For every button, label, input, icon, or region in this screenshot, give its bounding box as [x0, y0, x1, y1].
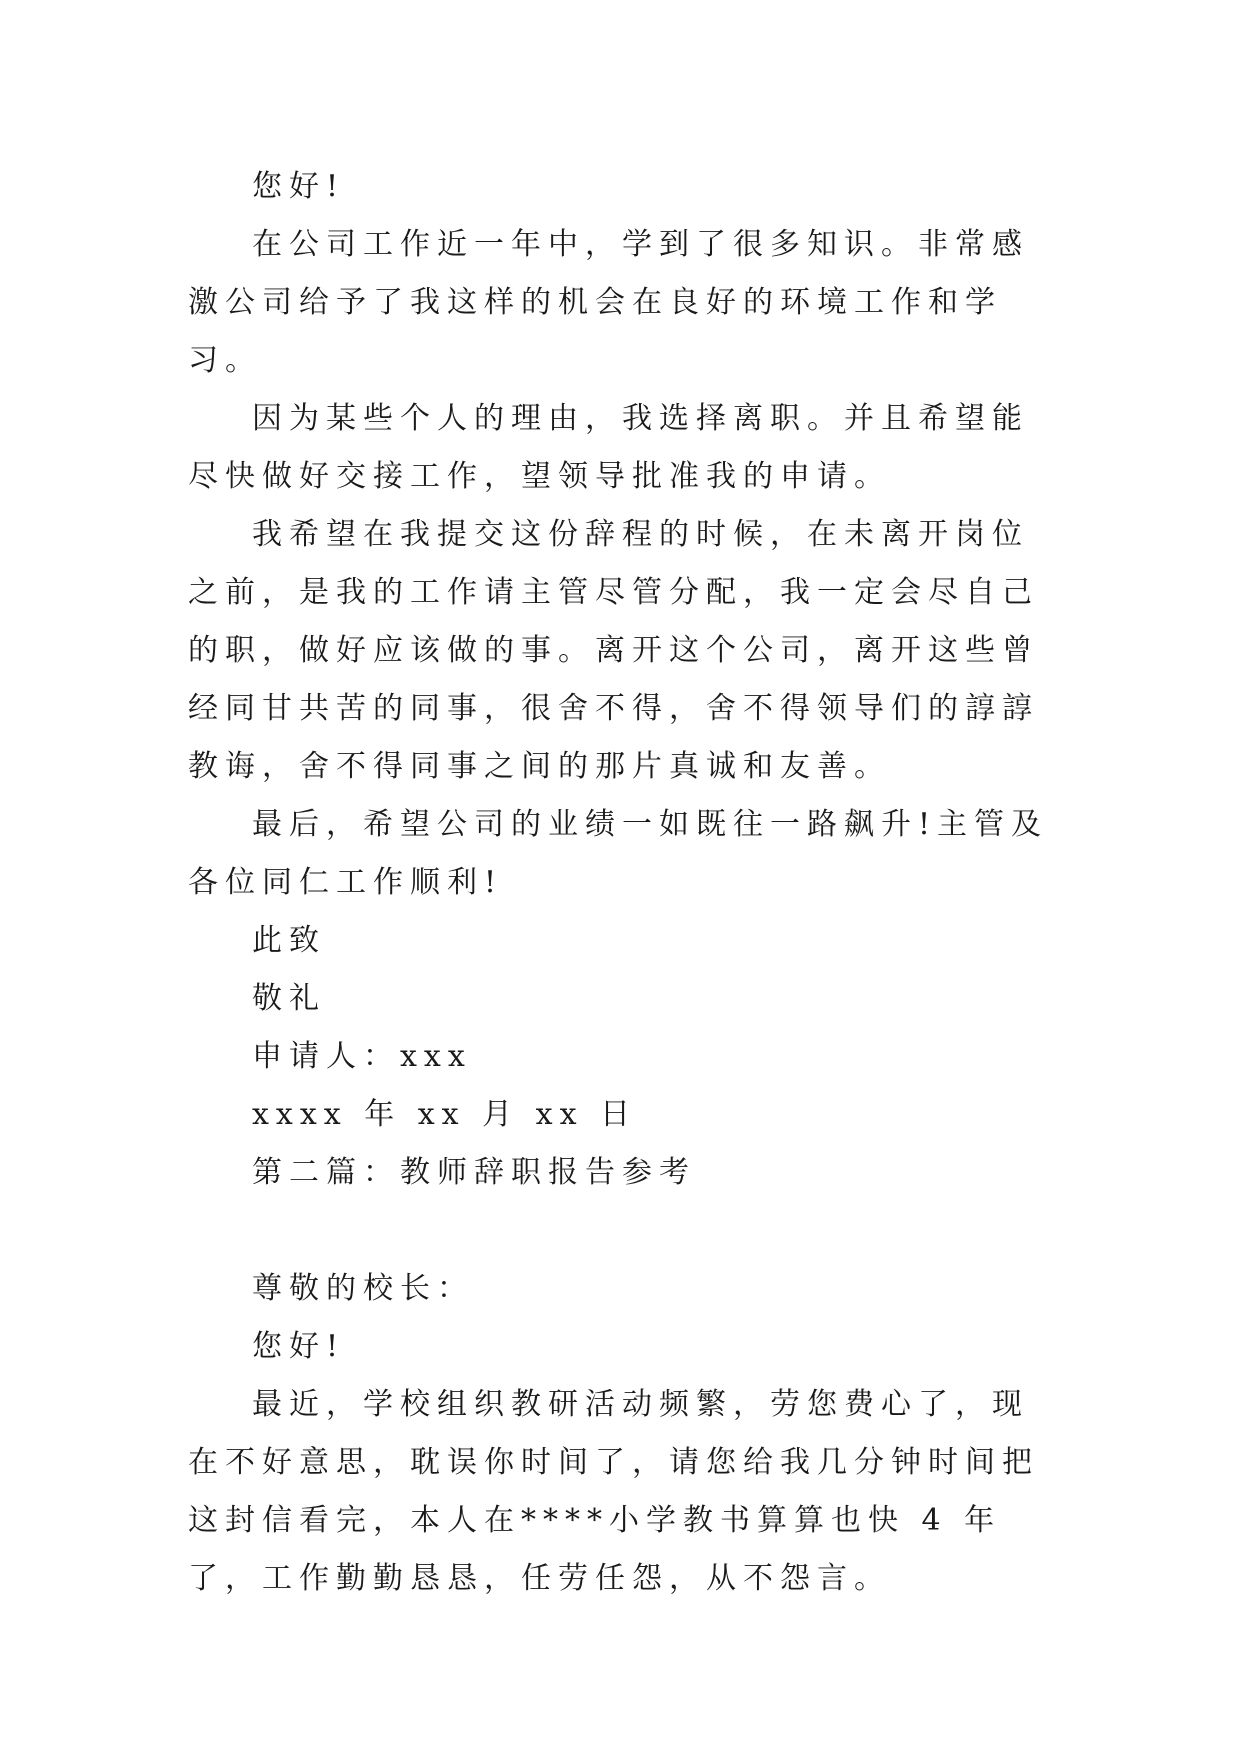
letter1-paragraph-1: 在公司工作近一年中，学到了很多知识。非常感激公司给予了我这样的机会在良好的环境工作和学习。: [188, 227, 1029, 378]
letter1-paragraph-3: 我希望在我提交这份辞程的时候，在未离开岗位之前，是我的工作请主管尽管分配，我一定会尽自己的职，做好应该做的事。离开这个公司，离开这些曾经同甘共苦的同事，很舍不得，舍不得领导们的諄諄教诲，舍不得同事之间的那片真诚和友善。: [188, 517, 1039, 784]
letter1-closing-2: 敬礼: [252, 981, 326, 1016]
letter1-greeting: 您好!: [252, 169, 346, 204]
letter1-applicant: 申请人：xxx: [252, 1039, 472, 1074]
letter1-paragraph-2: 因为某些个人的理由，我选择离职。并且希望能尽快做好交接工作，望领导批准我的申请。: [188, 401, 1029, 494]
letter2-greeting: 您好!: [252, 1329, 346, 1364]
section-title: 第二篇：教师辞职报告参考: [252, 1155, 696, 1190]
letter1-paragraph-4: 最后，希望公司的业绩一如既往一路飙升!主管及各位同仁工作顺利!: [188, 807, 1049, 900]
section-gap: [188, 1202, 1054, 1260]
document-body: [188, 158, 1054, 1608]
letter1-closing-1: 此致: [252, 923, 326, 958]
letter1-date: xxxx 年 xx 月 xx 日: [252, 1097, 638, 1132]
letter2-salutation: 尊敬的校长：: [252, 1271, 474, 1306]
letter2-paragraph-1: 最近，学校组织教研活动频繁，劳您费心了，现在不好意思，耽误你时间了，请您给我几分钟时间把这封信看完，本人在****小学教书算算也快 4 年了，工作勤勤恳恳，任劳任怨，从不怨言。: [188, 1387, 1039, 1596]
